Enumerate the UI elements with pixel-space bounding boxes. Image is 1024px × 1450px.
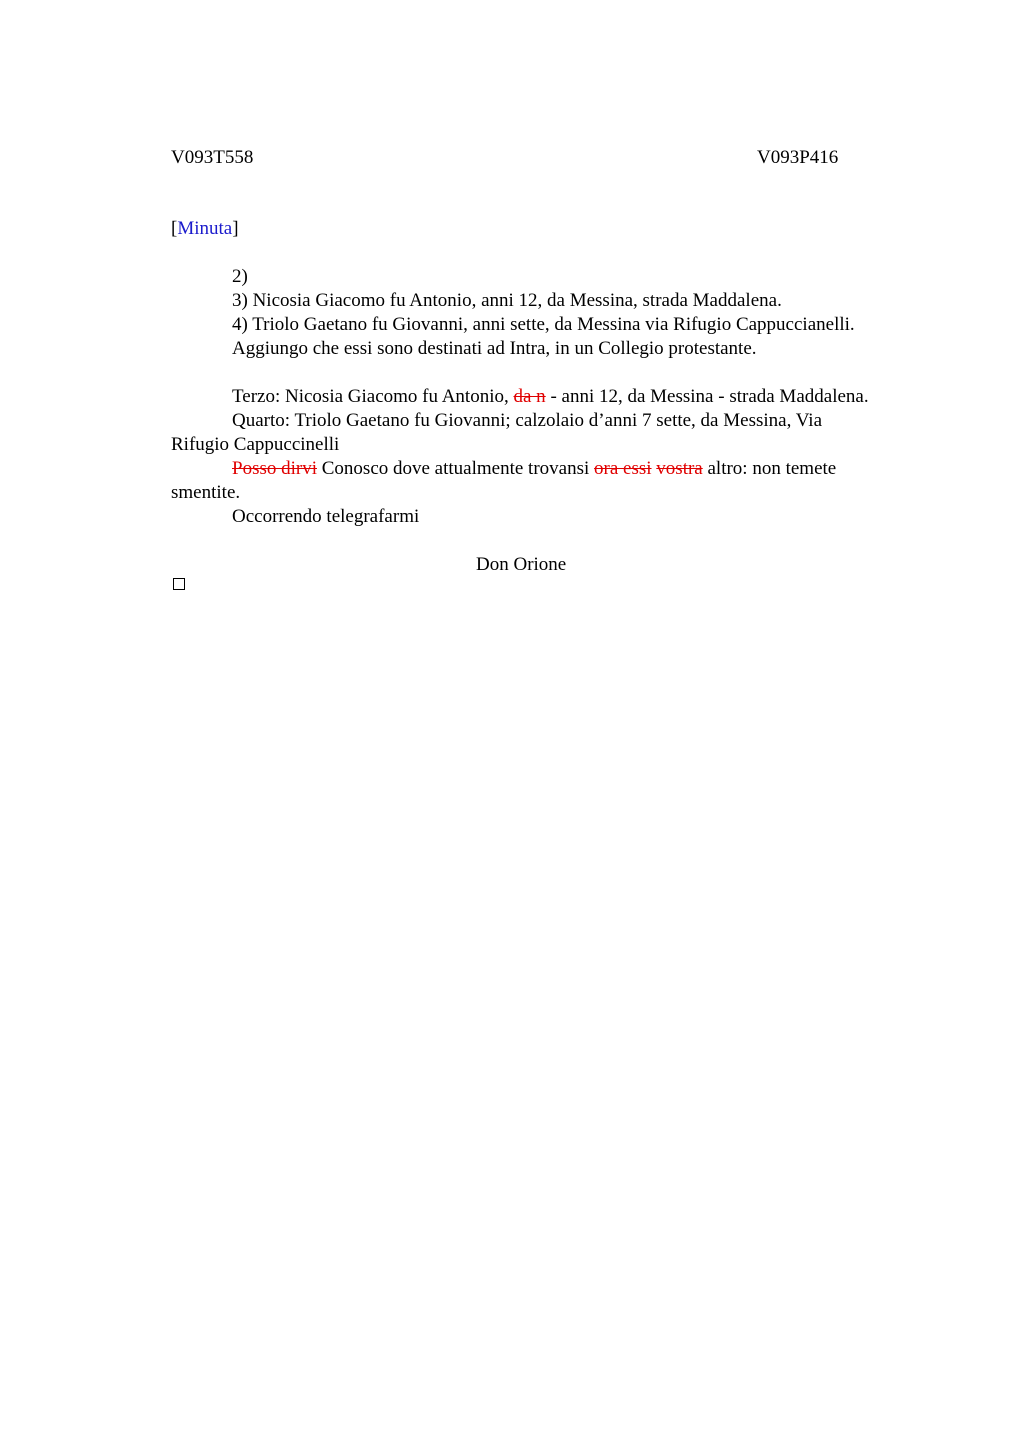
minuta-label: Minuta [177,218,233,239]
letter-body [171,265,931,577]
terzo-text-a: Terzo: Nicosia Giacomo fu Antonio, [232,386,514,407]
terzo-text-b: - anni 12, da Messina - strada Maddalena. [545,386,869,407]
quarto-paragraph-line-2: Rifugio Cappuccinelli [171,434,340,455]
signature: Don Orione [476,554,567,575]
minuta-close-bracket: ] [232,218,239,239]
conosco-deleted-text-2: vostra [656,458,703,479]
checkbox-square-icon [173,578,185,590]
conosco-deleted-text-1: ora essi [594,458,652,479]
quarto-paragraph-line-1: Quarto: Triolo Gaetano fu Giovanni; calzolaio d’anni 7 sette, da Messina, Via [232,410,823,431]
document-code-left: V093T558 [171,147,254,168]
list-item-2: 2) [232,266,248,287]
minuta-open-bracket: [ [171,218,178,239]
conosco-text-b: altro: non temete [702,458,837,479]
destination-note: Aggiungo che essi sono destinati ad Intra, in un Collegio protestante. [232,338,757,359]
spacer [171,361,931,385]
conosco-paragraph-line-1 [171,457,931,481]
conosco-text-a: Conosco dove attualmente trovansi [317,458,595,479]
conosco-paragraph-line-2: smentite. [171,482,241,503]
terzo-deleted-text: da n [513,386,546,407]
terzo-paragraph [171,385,931,409]
spacer [171,529,931,553]
list-item-3: 3) Nicosia Giacomo fu Antonio, anni 12, da Messina, strada Maddalena. [232,290,782,311]
posso-deleted-text: Posso dirvi [232,458,317,479]
list-item-4: 4) Triolo Gaetano fu Giovanni, anni sette, da Messina via Rifugio Cappuccianelli. [232,314,855,335]
occorrendo-line: Occorrendo telegrafarmi [232,506,420,527]
document-code-right: V093P416 [757,147,839,168]
minuta-heading [171,217,239,241]
